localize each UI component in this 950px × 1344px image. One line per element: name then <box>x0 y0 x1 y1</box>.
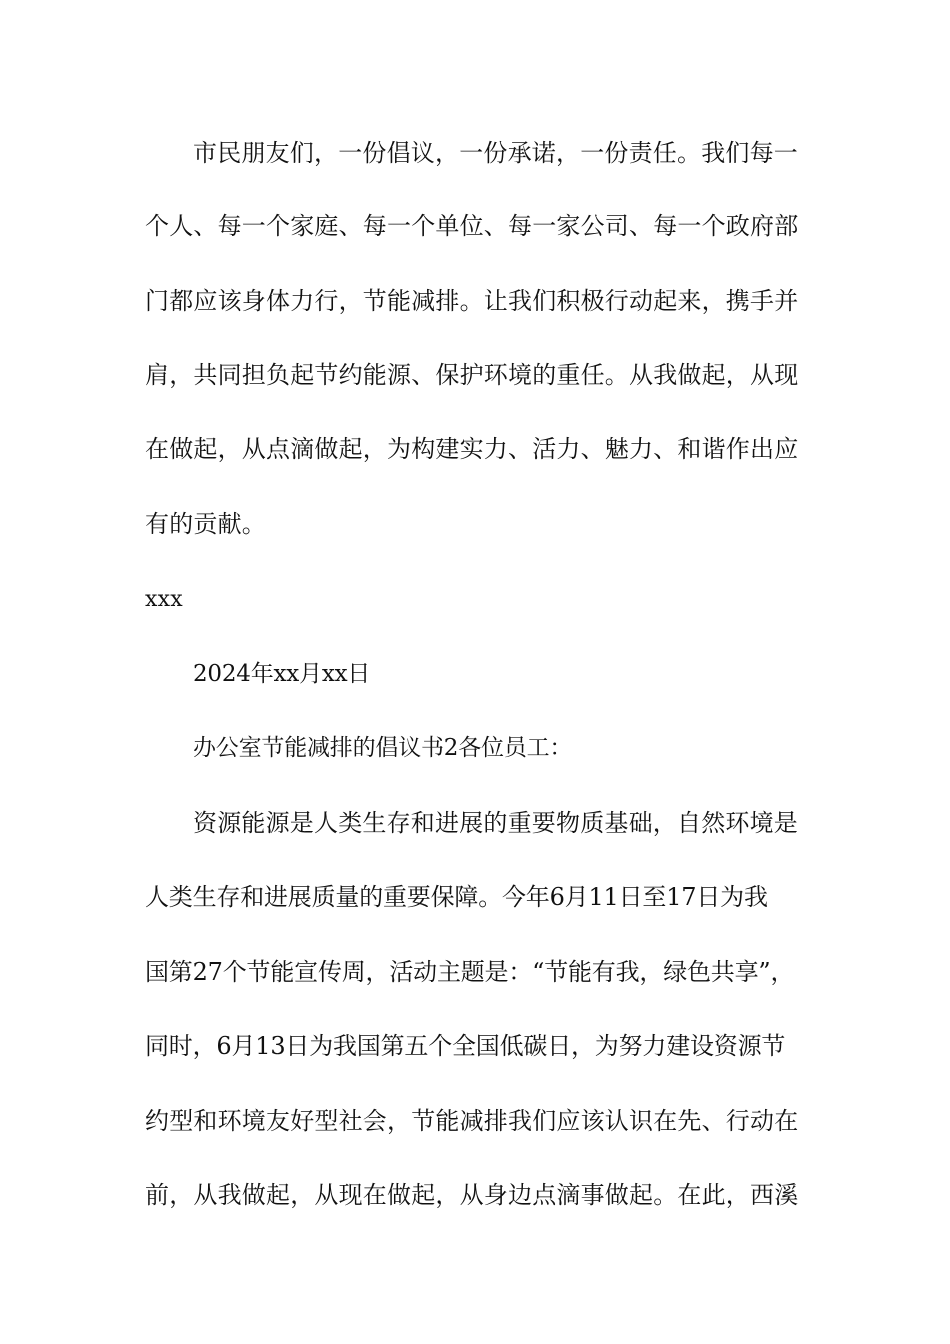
paragraph-line: 在做起，从点滴做起，为构建实力、活力、魅力、和谐作出应 <box>145 435 799 463</box>
paragraph-line: 个人、每一个家庭、每一个单位、每一家公司、每一个政府部 <box>145 212 799 240</box>
paragraph-line: 同时，6月13日为我国第五个全国低碳日，为努力建设资源节 <box>145 1032 786 1060</box>
paragraph-line: 约型和环境友好型社会，节能减排我们应该认识在先、行动在 <box>145 1107 799 1135</box>
paragraph-line: 门都应该身体力行，节能减排。让我们积极行动起来，携手并 <box>145 287 799 315</box>
paragraph-line: 前，从我做起，从现在做起，从身边点滴事做起。在此，西溪 <box>145 1181 799 1209</box>
paragraph-line: 国第27个节能宣传周，活动主题是：“节能有我，绿色共享”， <box>145 958 795 986</box>
paragraph-line: 资源能源是人类生存和进展的重要物质基础，自然环境是 <box>193 809 798 837</box>
paragraph-line: 肩，共同担负起节约能源、保护环境的重任。从我做起，从现 <box>145 361 799 389</box>
paragraph-line: 有的贡献。 <box>145 510 266 538</box>
paragraph-line: 市民朋友们，一份倡议，一份承诺，一份责任。我们每一 <box>193 139 798 167</box>
paragraph-line: 人类生存和进展质量的重要保障。今年6月11日至17日为我 <box>145 883 768 911</box>
signature: xxx <box>145 587 183 612</box>
document-heading: 办公室节能减排的倡议书2各位员工： <box>193 735 573 761</box>
date-line: 2024年xx月xx日 <box>193 661 371 687</box>
